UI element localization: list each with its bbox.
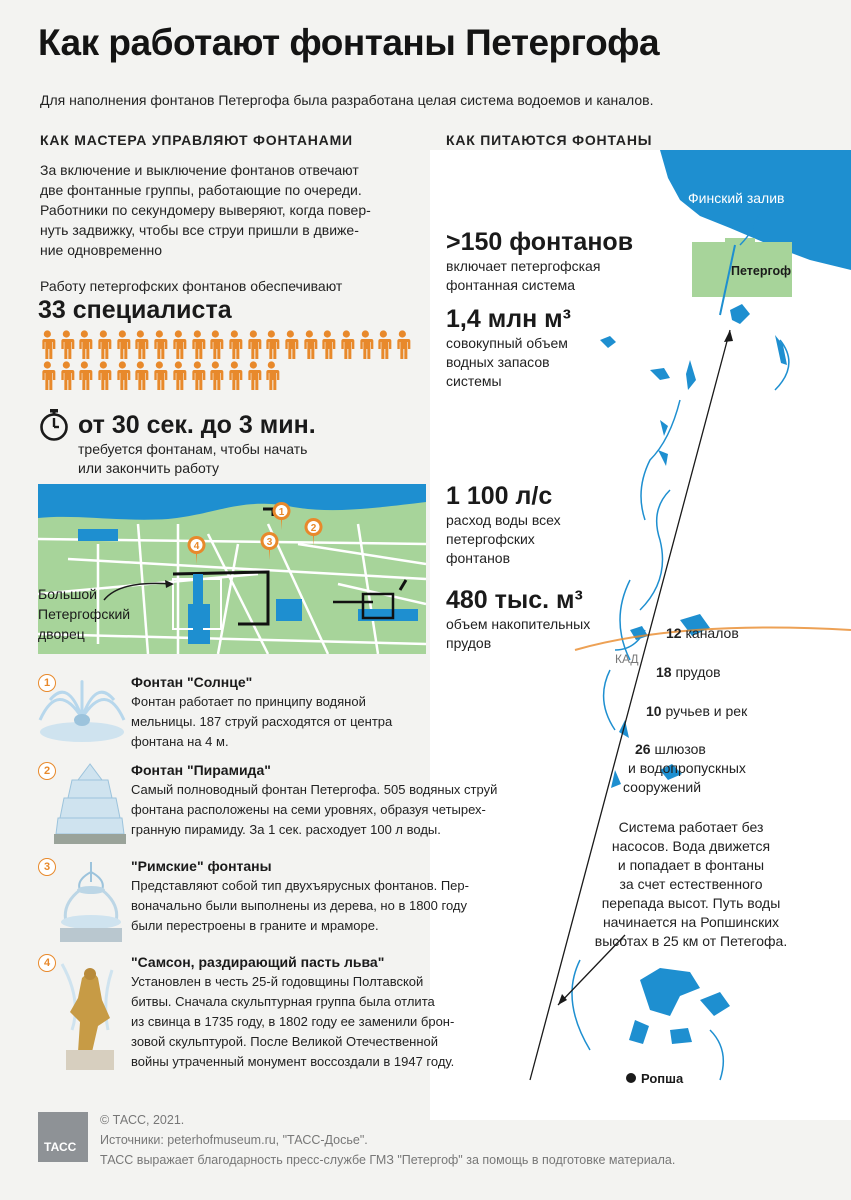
fountain-card-3 bbox=[38, 856, 488, 946]
stat-big: >150 фонтанов bbox=[446, 228, 634, 256]
person-icon bbox=[356, 330, 375, 360]
person-icon bbox=[244, 361, 263, 391]
person-icon bbox=[57, 330, 76, 360]
person-icon bbox=[38, 361, 57, 391]
tass-logo-text: ТАСС bbox=[44, 1140, 77, 1154]
person-icon bbox=[262, 330, 281, 360]
person-icon bbox=[94, 330, 113, 360]
count-ponds: 18 прудов bbox=[656, 664, 721, 680]
fountain-card-1 bbox=[38, 672, 428, 752]
left-paragraph: За включение и выключение фонтанов отвечают две фонтанные группы, работающие по очереди. Работники по секундомеру выверяют, когда повер- нуть задвижку, чтобы все струи пришли в движе- ние одновременно bbox=[40, 162, 371, 258]
number-badge: 4 bbox=[38, 954, 56, 972]
card-text: Фонтан работает по принципу водяной мельницы. 187 струй расходятся от центра фонтана на 4 м. bbox=[131, 694, 393, 749]
card-title: Фонтан "Солнце" bbox=[131, 674, 253, 690]
card-title: Фонтан "Пирамида" bbox=[131, 762, 271, 778]
person-icon bbox=[281, 330, 300, 360]
count-sluices: 26 шлюзов и водопропускных сооружений bbox=[623, 741, 746, 795]
peterhof-label: Петергоф bbox=[731, 264, 792, 278]
sources: Источники: peterhofmuseum.ru, "ТАСС-Досье". bbox=[100, 1133, 368, 1147]
stat-big: 1,4 млн м³ bbox=[446, 305, 571, 333]
callout-arrow bbox=[100, 576, 180, 606]
left-heading: КАК МАСТЕРА УПРАВЛЯЮТ ФОНТАНАМИ bbox=[40, 132, 353, 148]
person-icon bbox=[188, 330, 207, 360]
person-icon bbox=[150, 361, 169, 391]
person-icon bbox=[262, 361, 281, 391]
person-icon bbox=[113, 361, 132, 391]
card-title: "Римские" фонтаны bbox=[131, 858, 272, 874]
palace-label: Большой Петергофский дворец bbox=[38, 586, 131, 642]
person-icon bbox=[337, 330, 356, 360]
person-icon bbox=[57, 361, 76, 391]
system-description: Система работает без насосов. Вода движется и попадает в фонтаны за счет естественного перепада высот. Путь воды начинается на Ропшинских высотах в 25 км от Петегофа. bbox=[594, 819, 788, 949]
person-icon bbox=[38, 330, 57, 360]
fountain-card-4 bbox=[38, 952, 488, 1082]
marker-2 bbox=[305, 518, 323, 546]
staff-count: 33 специалиста bbox=[38, 296, 232, 324]
person-icon bbox=[169, 330, 188, 360]
person-icon bbox=[75, 361, 94, 391]
person-icon bbox=[225, 330, 244, 360]
card-text: Самый полноводный фонтан Петергофа. 505 водяных струй фонтана расположены на семи уровнях, образуя четырех- гранную пирамиду. За 1 сек. расходует 100 л воды. bbox=[131, 782, 498, 837]
stat-big: 1 100 л/с bbox=[446, 482, 553, 510]
person-icon bbox=[75, 330, 94, 360]
marker-3-num: 3 bbox=[266, 537, 273, 548]
person-icon bbox=[374, 330, 393, 360]
card-title: "Самсон, раздирающий пасть льва" bbox=[131, 954, 385, 970]
person-icon bbox=[225, 361, 244, 391]
park-map-markers bbox=[180, 498, 340, 578]
card-text: Установлен в честь 25-й годовщины Полтавской битвы. Сначала скульптурная группа была отлита из свинца в 1735 году, в 1802 году ее заменили брон- зовой скульптурой. После Великой Отечественной войны утраченный монумент воссоздали в 1947 году. bbox=[131, 974, 455, 1069]
footer-text bbox=[100, 1110, 675, 1170]
number-badge: 1 bbox=[38, 674, 56, 692]
gulf-label: Финский залив bbox=[688, 190, 785, 206]
stat-volume: 1,4 млн м³ совокупный объем водных запасов системы bbox=[446, 305, 571, 389]
roman-fountain-image bbox=[56, 860, 126, 946]
tass-logo bbox=[38, 1112, 88, 1162]
person-icon bbox=[206, 330, 225, 360]
person-icon bbox=[131, 361, 150, 391]
pyramid-fountain-image bbox=[54, 760, 126, 846]
person-icon bbox=[393, 330, 412, 360]
staff-intro: Работу петергофских фонтанов обеспечивают bbox=[40, 278, 343, 294]
fountain-card-2 bbox=[38, 760, 508, 850]
marker-4-num: 4 bbox=[193, 541, 200, 552]
person-icon bbox=[206, 361, 225, 391]
stat-ponds: 480 тыс. м³ объем накопительных прудов bbox=[446, 586, 591, 651]
sun-fountain-image bbox=[38, 680, 126, 750]
kad-label: КАД bbox=[615, 652, 639, 666]
person-icon bbox=[113, 330, 132, 360]
right-heading: КАК ПИТАЮТСЯ ФОНТАНЫ bbox=[446, 132, 653, 148]
number-badge: 2 bbox=[38, 762, 56, 780]
stat-fountains: >150 фонтанов включает петергофская фонтанная система bbox=[446, 228, 634, 293]
person-icon bbox=[131, 330, 150, 360]
number-badge: 3 bbox=[38, 858, 56, 876]
staff-people-icons bbox=[38, 330, 418, 391]
stat-flow: 1 100 л/с расход воды всех петергофских фонтанов bbox=[446, 482, 561, 566]
person-icon bbox=[150, 330, 169, 360]
marker-2-num: 2 bbox=[310, 523, 317, 534]
time-sub: требуется фонтанам, чтобы начать или закончить работу bbox=[78, 441, 308, 476]
time-range: от 30 сек. до 3 мин. bbox=[78, 411, 316, 439]
marker-4 bbox=[188, 536, 206, 564]
stat-big: 480 тыс. м³ bbox=[446, 586, 583, 614]
person-icon bbox=[300, 330, 319, 360]
person-icon bbox=[318, 330, 337, 360]
ropsha-label: Ропша bbox=[641, 1071, 684, 1086]
person-icon bbox=[94, 361, 113, 391]
person-icon bbox=[169, 361, 188, 391]
intro-text: Для наполнения фонтанов Петергофа была разработана целая система водоемов и каналов. bbox=[40, 92, 654, 108]
marker-1 bbox=[273, 502, 291, 530]
samson-statue-image bbox=[52, 960, 128, 1072]
count-canals: 12 каналов bbox=[666, 625, 739, 641]
person-icon bbox=[244, 330, 263, 360]
copyright: © ТАСС, 2021. bbox=[100, 1113, 185, 1127]
marker-1-num: 1 bbox=[278, 507, 285, 518]
card-text: Представляют собой тип двухъярусных фонтанов. Пер- воначально были выполнены из дерева, но в 1800 году были перестроены в граните и мраморе. bbox=[131, 878, 469, 933]
thanks: ТАСС выражает благодарность пресс-службе ГМЗ "Петергоф" за помощь в подготовке материала. bbox=[100, 1153, 676, 1167]
marker-3 bbox=[261, 532, 279, 560]
page-title: Как работают фонтаны Петергофа bbox=[38, 22, 660, 63]
person-icon bbox=[188, 361, 207, 391]
count-rivers: 10 ручьев и рек bbox=[646, 703, 748, 719]
stopwatch-icon bbox=[38, 408, 70, 442]
